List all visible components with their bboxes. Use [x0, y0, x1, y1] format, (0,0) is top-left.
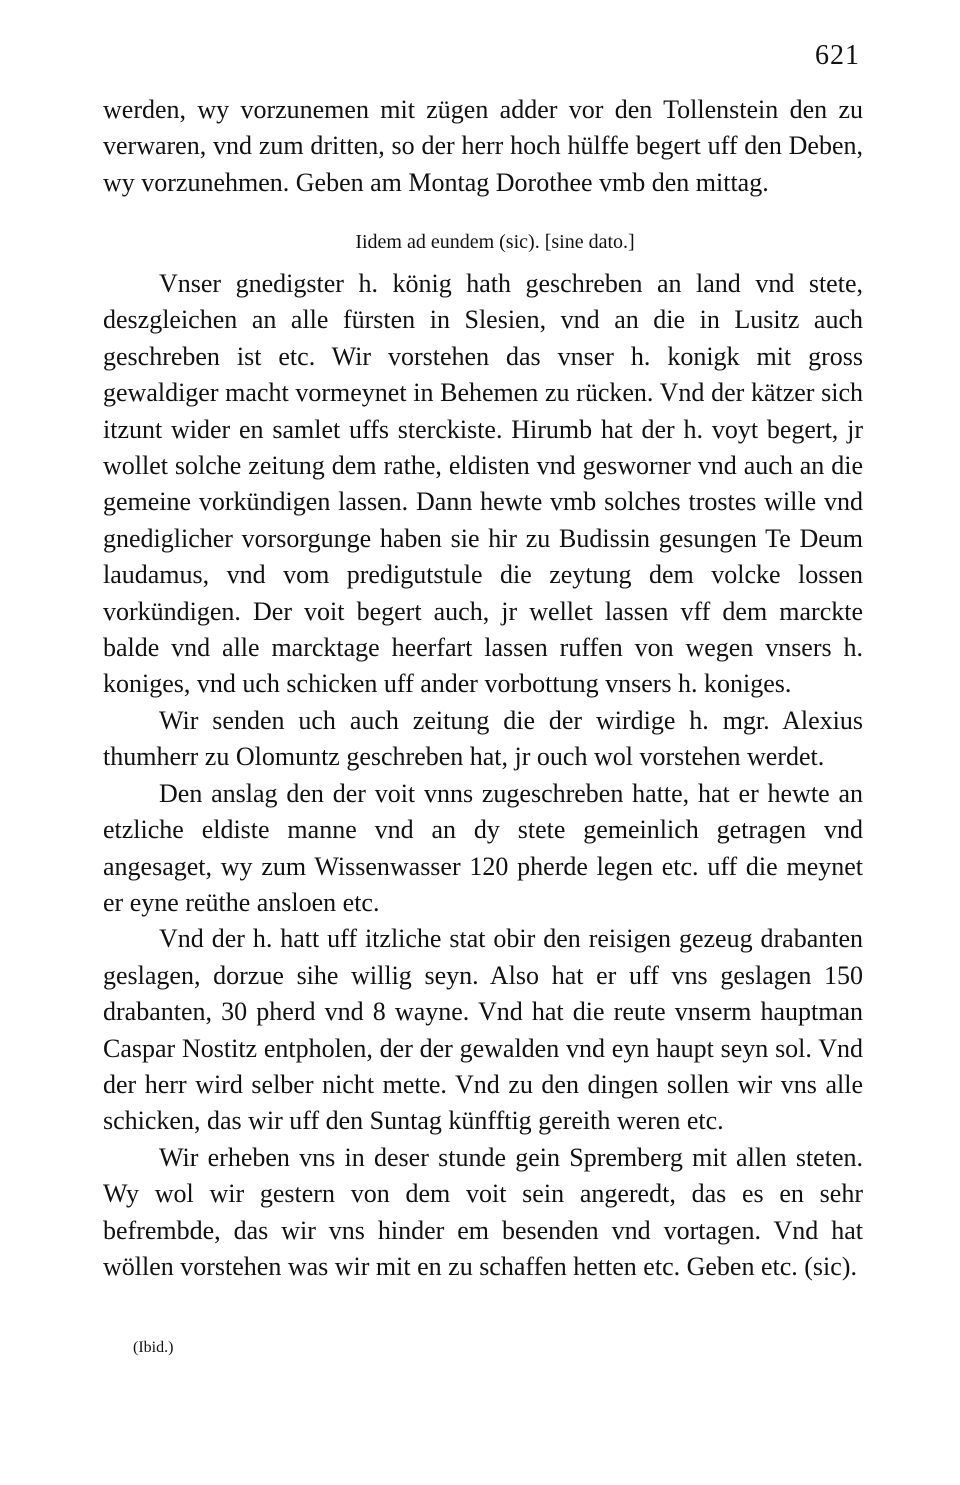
letter-body [103, 266, 863, 1285]
paragraph: Wir erheben vns in deser stunde gein Spremberg mit allen steten. Wy wol wir gestern von dem voit sein angeredt, das es en sehr befrembde, das wir vns hinder em besenden vnd vortagen. Vnd hat wöllen vorstehen was wir mit en zu schaffen hetten etc. Geben etc. (sic). [103, 1142, 863, 1281]
page-number: 621 [815, 40, 860, 71]
paragraph: Den anslag den der voit vnns zugeschreben hatte, hat er hewte an etzliche eldiste manne vnd an dy stete gemeinlich getragen vnd angesaget, wy zum Wissenwasser 120 pherde legen etc. uff die meynet er eyne reüthe ansloen etc. [103, 778, 863, 917]
opening-paragraph-block [103, 92, 863, 201]
letter-heading: Iidem ad eundem (sic). [sine dato.] [355, 231, 635, 253]
paragraph: werden, wy vorzunemen mit zügen adder vor den Tollenstein den zu verwaren, vnd zum dritten, so der herr hoch hülffe begert uff den Deben, wy vorzunehmen. Geben am Montag Dorothee vmb den mittag. [103, 95, 863, 197]
source-note: (Ibid.) [133, 1339, 174, 1356]
paragraph: Vnser gnedigster h. könig hath geschreben an land vnd stete, deszgleichen an alle fürsten in Slesien, vnd an die in Lusitz auch geschreben ist etc. Wir vorstehen das vnser h. konigk mit gross gewaldiger macht vormeynet in Behemen zu rücken. Vnd der kätzer sich itzunt wider en samlet uffs sterckiste. Hirumb hat der h. voyt begert, jr wollet solche zeitung dem rathe, eldisten vnd gesworner vnd auch an die gemeine vorkündigen lassen. Dann hewte vmb solches trostes wille vnd gnediglicher vorsorgunge haben sie hir zu Budissin gesungen Te Deum laudamus, vnd vom predigutstule die zeytung dem volcke lossen vorkündigen. Der voit begert auch, jr wellet lassen vff dem marckte balde vnd alle marcktage heerfart lassen ruffen von wegen vnsers h. koniges, vnd uch schicken uff ander vorbottung vnsers h. koniges. [103, 269, 863, 699]
paragraph: Wir senden uch auch zeitung die der wirdige h. mgr. Alexius thumherr zu Olomuntz geschreben hat, jr ouch wol vorstehen werdet. [103, 705, 863, 772]
paragraph: Vnd der h. hatt uff itzliche stat obir den reisigen gezeug drabanten geslagen, dorzue sihe willig seyn. Also hat er uff vns geslagen 150 drabanten, 30 pherd vnd 8 wayne. Vnd hat die reute vnserm hauptman Caspar Nostitz entpholen, der der gewalden vnd eyn haupt seyn sol. Vnd der herr wird selber nicht mette. Vnd zu den dingen sollen wir vns alle schicken, das wir uff den Suntag künfftig gereith weren etc. [103, 924, 863, 1136]
